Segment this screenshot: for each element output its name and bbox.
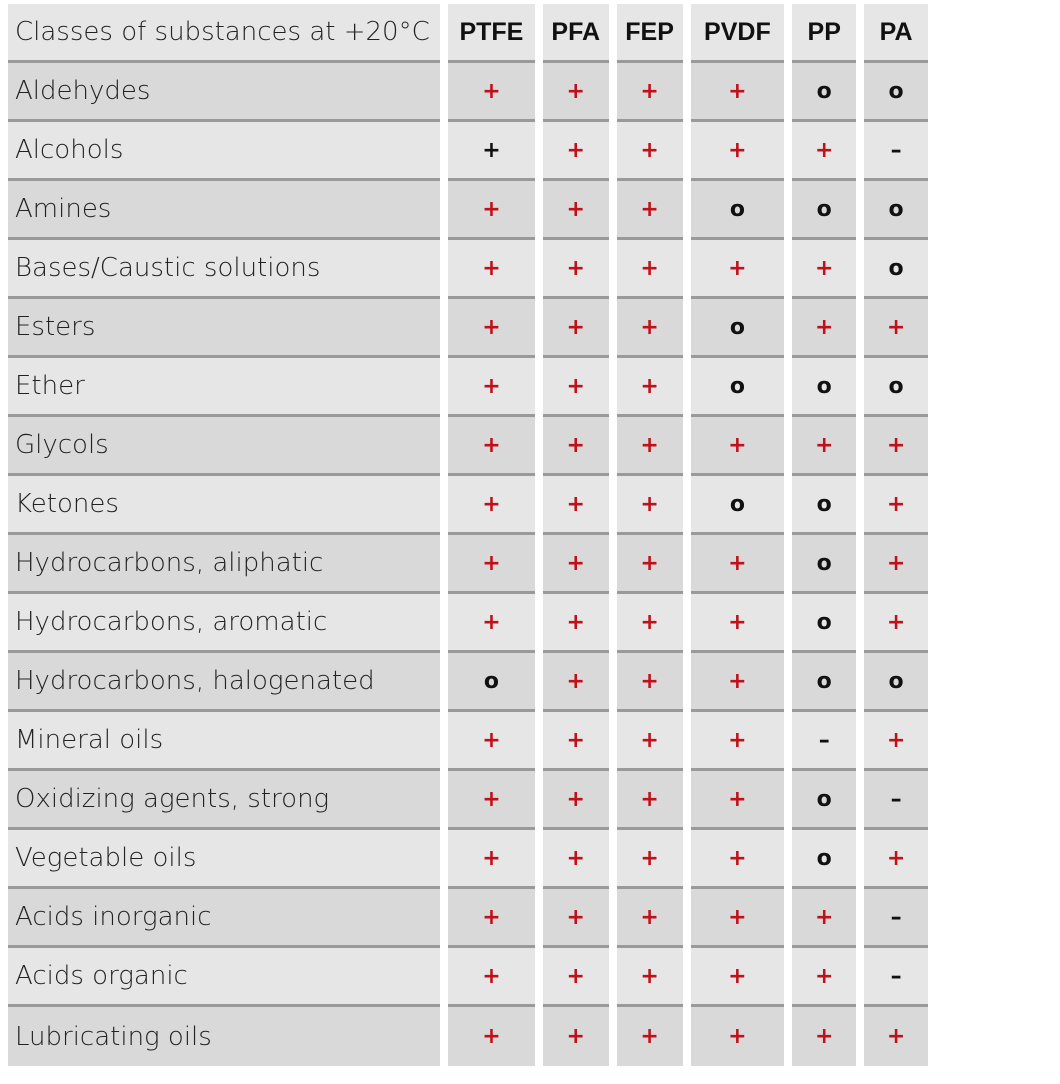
- rating-cell: o: [864, 240, 928, 299]
- row-label: Amines: [8, 181, 440, 240]
- rating-cell: +: [448, 712, 535, 771]
- rating-cell: +: [617, 1007, 683, 1066]
- rating-cell: o: [864, 63, 928, 122]
- rating-cell: +: [543, 1007, 609, 1066]
- rating-cell: o: [792, 476, 856, 535]
- rating-cell: +: [543, 299, 609, 358]
- rating-cell: +: [691, 535, 785, 594]
- table-row: [8, 653, 928, 712]
- rating-cell: +: [617, 240, 683, 299]
- rating-cell: +: [691, 830, 785, 889]
- rating-cell: +: [792, 122, 856, 181]
- rating-cell: +: [543, 358, 609, 417]
- rating-cell: o: [691, 299, 785, 358]
- rating-cell: +: [691, 1007, 785, 1066]
- rating-cell: +: [691, 63, 785, 122]
- rating-cell: +: [543, 771, 609, 830]
- rating-cell: –: [864, 771, 928, 830]
- rating-cell: o: [792, 181, 856, 240]
- rating-cell: +: [617, 889, 683, 948]
- rating-cell: +: [543, 948, 609, 1007]
- table-row: [8, 594, 928, 653]
- header-row: [8, 4, 928, 63]
- rating-cell: +: [617, 476, 683, 535]
- rating-cell: +: [543, 417, 609, 476]
- rating-cell: +: [617, 948, 683, 1007]
- table-row: [8, 240, 928, 299]
- rating-cell: +: [543, 535, 609, 594]
- rating-cell: +: [691, 712, 785, 771]
- table-row: [8, 889, 928, 948]
- rating-cell: +: [617, 181, 683, 240]
- rating-cell: –: [792, 712, 856, 771]
- rating-cell: +: [617, 358, 683, 417]
- rating-cell: +: [691, 594, 785, 653]
- row-label: Lubricating oils: [8, 1007, 440, 1066]
- rating-cell: +: [617, 63, 683, 122]
- row-label: Hydrocarbons, aliphatic: [8, 535, 440, 594]
- rating-cell: o: [448, 653, 535, 712]
- rating-cell: +: [691, 122, 785, 181]
- rating-cell: +: [448, 948, 535, 1007]
- row-label: Hydrocarbons, aromatic: [8, 594, 440, 653]
- row-label: Ether: [8, 358, 440, 417]
- table-row: [8, 358, 928, 417]
- rating-cell: –: [864, 122, 928, 181]
- rating-cell: +: [543, 712, 609, 771]
- rating-cell: +: [448, 240, 535, 299]
- rating-cell: +: [543, 889, 609, 948]
- rating-cell: +: [691, 771, 785, 830]
- rating-cell: o: [792, 63, 856, 122]
- rating-cell: o: [691, 358, 785, 417]
- rating-cell: +: [617, 830, 683, 889]
- rating-cell: o: [792, 653, 856, 712]
- rating-cell: +: [543, 122, 609, 181]
- rating-cell: +: [543, 594, 609, 653]
- rating-cell: o: [691, 181, 785, 240]
- rating-cell: +: [864, 712, 928, 771]
- rating-cell: +: [448, 299, 535, 358]
- column-header-ptfe: PTFE: [448, 4, 535, 63]
- table-row: [8, 830, 928, 889]
- row-label: Hydrocarbons, halogenated: [8, 653, 440, 712]
- row-label: Mineral oils: [8, 712, 440, 771]
- rating-cell: o: [792, 830, 856, 889]
- row-label: Vegetable oils: [8, 830, 440, 889]
- rating-cell: o: [792, 358, 856, 417]
- rating-cell: +: [691, 653, 785, 712]
- column-header-pp: PP: [792, 4, 856, 63]
- table-row: [8, 948, 928, 1007]
- table-row: [8, 122, 928, 181]
- table-body: [8, 63, 928, 1066]
- rating-cell: o: [792, 771, 856, 830]
- rating-cell: +: [448, 594, 535, 653]
- row-label: Esters: [8, 299, 440, 358]
- rating-cell: +: [617, 653, 683, 712]
- chemical-resistance-table: [8, 4, 928, 1066]
- rating-cell: +: [448, 476, 535, 535]
- rating-cell: +: [448, 181, 535, 240]
- rating-cell: +: [864, 535, 928, 594]
- rating-cell: +: [864, 830, 928, 889]
- row-label: Oxidizing agents, strong: [8, 771, 440, 830]
- rating-cell: o: [792, 535, 856, 594]
- rating-cell: +: [691, 889, 785, 948]
- rating-cell: +: [448, 771, 535, 830]
- rating-cell: +: [543, 63, 609, 122]
- row-label: Ketones: [8, 476, 440, 535]
- row-label: Glycols: [8, 417, 440, 476]
- rating-cell: +: [617, 594, 683, 653]
- column-header-pfa: PFA: [543, 4, 609, 63]
- rating-cell: +: [617, 712, 683, 771]
- rating-cell: +: [691, 948, 785, 1007]
- rating-cell: +: [448, 358, 535, 417]
- rating-cell: +: [448, 63, 535, 122]
- table-row: [8, 181, 928, 240]
- rating-cell: +: [691, 417, 785, 476]
- rating-cell: +: [792, 417, 856, 476]
- rating-cell: +: [864, 1007, 928, 1066]
- row-label: Alcohols: [8, 122, 440, 181]
- row-label: Acids organic: [8, 948, 440, 1007]
- rating-cell: +: [543, 240, 609, 299]
- table-row: [8, 476, 928, 535]
- rating-cell: +: [543, 653, 609, 712]
- table-row: [8, 712, 928, 771]
- rating-cell: +: [691, 240, 785, 299]
- rating-cell: o: [864, 358, 928, 417]
- rating-cell: +: [448, 830, 535, 889]
- rating-cell: +: [864, 476, 928, 535]
- table-row: [8, 1007, 928, 1066]
- rating-cell: +: [792, 948, 856, 1007]
- column-header-pvdf: PVDF: [691, 4, 785, 63]
- column-header-fep: FEP: [617, 4, 683, 63]
- rating-cell: +: [448, 122, 535, 181]
- rating-cell: +: [543, 830, 609, 889]
- rating-cell: +: [617, 535, 683, 594]
- rating-cell: +: [448, 1007, 535, 1066]
- rating-cell: –: [864, 889, 928, 948]
- header-label: Classes of substances at +20°C: [8, 4, 440, 63]
- rating-cell: +: [543, 181, 609, 240]
- table-row: [8, 63, 928, 122]
- column-header-pa: PA: [864, 4, 928, 63]
- row-label: Acids inorganic: [8, 889, 440, 948]
- rating-cell: +: [448, 889, 535, 948]
- rating-cell: +: [864, 594, 928, 653]
- rating-cell: +: [448, 535, 535, 594]
- rating-cell: o: [691, 476, 785, 535]
- rating-cell: +: [448, 417, 535, 476]
- rating-cell: o: [792, 594, 856, 653]
- rating-cell: +: [617, 299, 683, 358]
- rating-cell: o: [864, 653, 928, 712]
- rating-cell: +: [792, 240, 856, 299]
- rating-cell: +: [617, 417, 683, 476]
- row-label: Aldehydes: [8, 63, 440, 122]
- table-row: [8, 417, 928, 476]
- rating-cell: +: [864, 417, 928, 476]
- rating-cell: +: [617, 122, 683, 181]
- row-label: Bases/Caustic solutions: [8, 240, 440, 299]
- rating-cell: –: [864, 948, 928, 1007]
- rating-cell: +: [792, 299, 856, 358]
- table-row: [8, 771, 928, 830]
- rating-cell: +: [864, 299, 928, 358]
- rating-cell: +: [543, 476, 609, 535]
- rating-cell: +: [792, 889, 856, 948]
- rating-cell: o: [864, 181, 928, 240]
- table-row: [8, 535, 928, 594]
- table-row: [8, 299, 928, 358]
- rating-cell: +: [617, 771, 683, 830]
- rating-cell: +: [792, 1007, 856, 1066]
